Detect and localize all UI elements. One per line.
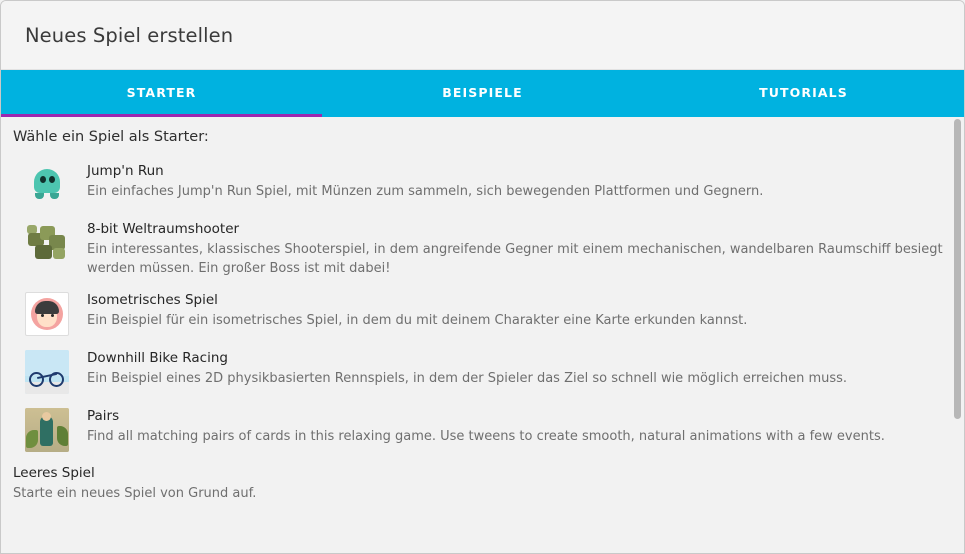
list-item-description: Ein einfaches Jump'n Run Spiel, mit Münzen zum sammeln, sich bewegenden Plattformen und Gegnern. — [87, 184, 764, 199]
isometric-thumbnail — [25, 292, 69, 336]
tab-tutorials-label: TUTORIALS — [759, 84, 848, 100]
vertical-scrollbar[interactable] — [953, 117, 962, 554]
list-item-empty-project[interactable] — [11, 458, 954, 505]
space-shooter-thumbnail — [25, 221, 69, 265]
list-item-title: Jump'n Run — [87, 163, 164, 179]
starter-list-panel — [1, 117, 964, 554]
list-item-text — [87, 406, 954, 446]
starter-list — [11, 155, 954, 505]
list-item-description: Ein interessantes, klassisches Shooterspiel, in dem angreifende Gegner mit einem mechanischen, wandelbaren Raumschiff besiegt werden müssen. Ein großer Boss ist mit dabei! — [87, 242, 943, 276]
list-item[interactable] — [11, 155, 954, 213]
pairs-thumbnail — [25, 408, 69, 452]
list-item[interactable] — [11, 342, 954, 400]
page-title: Neues Spiel erstellen — [25, 23, 234, 47]
tab-beispiele-label: BEISPIELE — [442, 84, 523, 100]
list-item-title: Downhill Bike Racing — [87, 350, 228, 366]
tab-starter[interactable] — [1, 70, 322, 117]
list-item-title: 8-bit Weltraumshooter — [87, 221, 240, 237]
list-item-text — [87, 290, 954, 330]
dialog-titlebar — [1, 1, 964, 70]
jump-run-thumbnail — [25, 163, 69, 207]
list-item-text — [87, 348, 954, 388]
list-item[interactable] — [11, 400, 954, 458]
list-item-title: Pairs — [87, 408, 120, 424]
tab-starter-label: STARTER — [126, 84, 197, 100]
list-item-title: Isometrisches Spiel — [87, 292, 218, 308]
tab-tutorials[interactable] — [643, 70, 964, 117]
scrollbar-thumb[interactable] — [954, 119, 961, 419]
list-item-text — [87, 161, 954, 201]
tab-bar — [1, 70, 964, 117]
empty-project-title: Leeres Spiel — [13, 465, 95, 481]
list-item-description: Ein Beispiel eines 2D physikbasierten Rennspiels, in dem der Spieler das Ziel so schnell wie möglich erreichen muss. — [87, 371, 848, 386]
bike-racing-thumbnail — [25, 350, 69, 394]
empty-project-description: Starte ein neues Spiel von Grund auf. — [13, 486, 257, 501]
list-item-description: Find all matching pairs of cards in this relaxing game. Use tweens to create smooth, natural animations with a few events. — [87, 429, 885, 444]
section-label: Wähle ein Spiel als Starter: — [13, 129, 209, 145]
list-item[interactable] — [11, 284, 954, 342]
list-item-description: Ein Beispiel für ein isometrisches Spiel, in dem du mit deinem Charakter eine Karte erkunden kannst. — [87, 313, 748, 328]
list-item[interactable] — [11, 213, 954, 284]
list-item-text — [87, 219, 954, 278]
tab-beispiele[interactable] — [322, 70, 643, 117]
